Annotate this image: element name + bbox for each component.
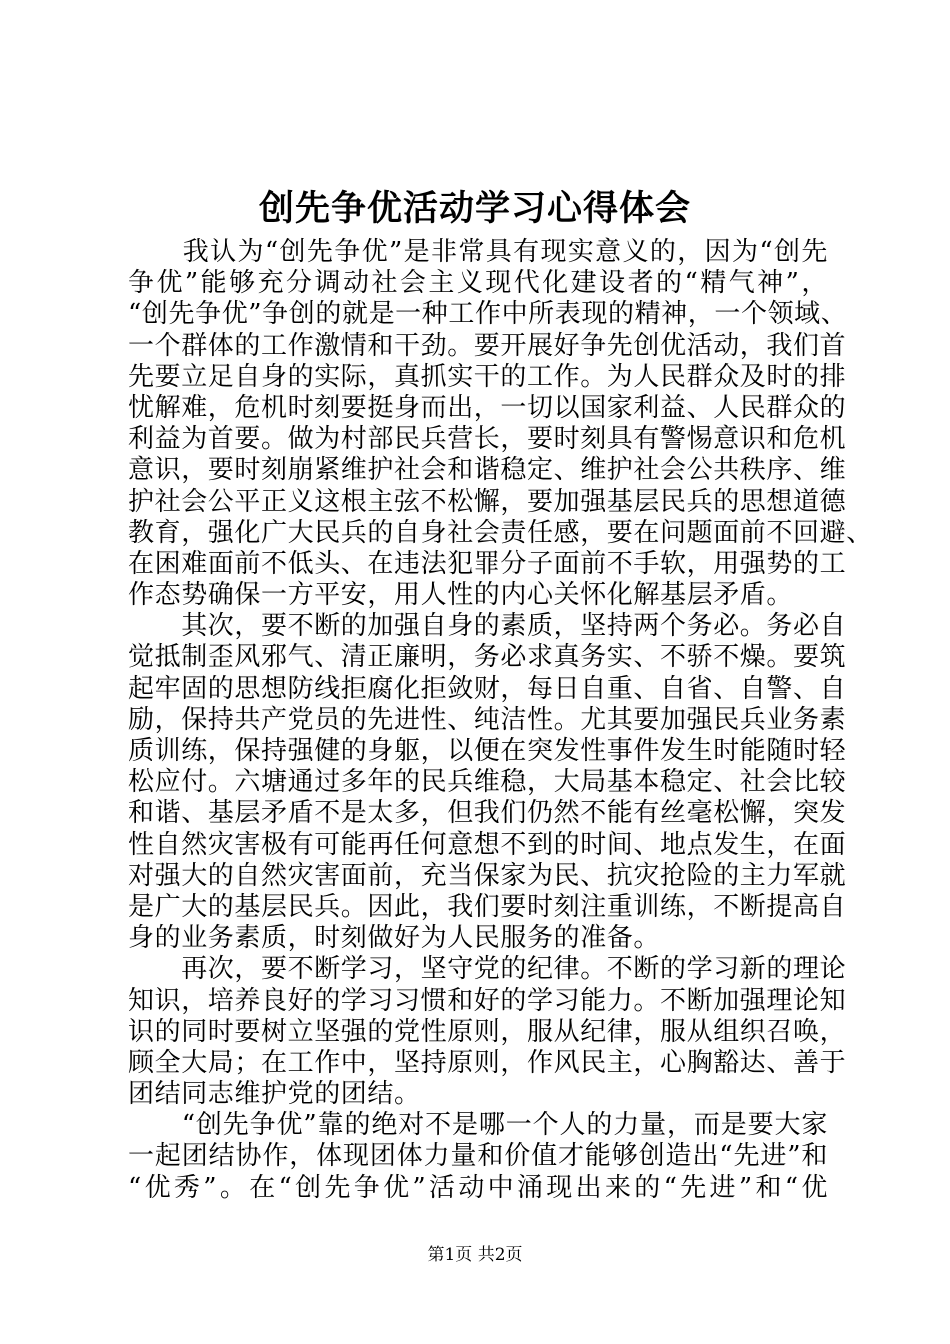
body-line: 性自然灾害极有可能再任何意想不到的时间、地点发生，在面 bbox=[128, 829, 847, 860]
body-line: 顾全大局；在工作中，坚持原则，作风民主，心胸豁达、善于 bbox=[128, 1047, 847, 1078]
body-line: 身的业务素质，时刻做好为人民服务的准备。 bbox=[128, 923, 661, 954]
page-footer: 第1页 共2页 bbox=[427, 1245, 523, 1265]
body-line: 对强大的自然灾害面前，充当保家为民、抗灾抢险的主力军就 bbox=[128, 860, 847, 891]
document-body bbox=[128, 237, 873, 1204]
body-line: 一个群体的工作激情和干劲。要开展好争先创优活动，我们首 bbox=[128, 330, 847, 361]
body-line: 其次，要不断的加强自身的素质，坚持两个务必。务必自 bbox=[128, 611, 847, 642]
body-line: 是广大的基层民兵。因此，我们要时刻注重训练，不断提高自 bbox=[128, 891, 847, 922]
body-line: 忧解难，危机时刻要挺身而出，一切以国家利益、人民群众的 bbox=[128, 392, 847, 423]
body-line: 意识，要时刻崩紧维护社会和谐稳定、维护社会公共秩序、维 bbox=[128, 455, 847, 486]
body-line: 先要立足自身的实际，真抓实干的工作。为人民群众及时的排 bbox=[128, 361, 847, 392]
body-line: 作态势确保一方平安，用人性的内心关怀化解基层矛盾。 bbox=[128, 580, 794, 611]
body-line: 护社会公平正义这根主弦不松懈，要加强基层民兵的思想道德 bbox=[128, 486, 847, 517]
body-line: “创先争优”争创的就是一种工作中所表现的精神，一个领域、 bbox=[128, 299, 848, 330]
body-line: 松应付。六塘通过多年的民兵维稳，大局基本稳定、社会比较 bbox=[128, 767, 847, 798]
body-line: 觉抵制歪风邪气、清正廉明，务必求真务实、不骄不燥。要筑 bbox=[128, 642, 847, 673]
body-line: 和谐、基层矛盾不是太多，但我们仍然不能有丝毫松懈，突发 bbox=[128, 798, 847, 829]
body-line: 一起团结协作，体现团体力量和价值才能够创造出“先进”和 bbox=[128, 1141, 828, 1172]
body-line: 团结同志维护党的团结。 bbox=[128, 1079, 421, 1110]
body-line: 起牢固的思想防线拒腐化拒敛财，每日自重、自省、自警、自 bbox=[128, 673, 847, 704]
document-title: 创先争优活动学习心得体会 bbox=[258, 188, 691, 229]
body-line: 知识，培养良好的学习习惯和好的学习能力。不断加强理论知 bbox=[128, 985, 847, 1016]
body-line: 质训练，保持强健的身躯，以便在突发性事件发生时能随时轻 bbox=[128, 736, 847, 766]
body-line: 争优”能够充分调动社会主义现代化建设者的“精气神”， bbox=[128, 268, 828, 299]
body-line: “创先争优”靠的绝对不是哪一个人的力量，而是要大家 bbox=[128, 1110, 828, 1141]
body-line: 励，保持共产党员的先进性、纯洁性。尤其要加强民兵业务素 bbox=[128, 704, 847, 735]
body-line: 利益为首要。做为村部民兵营长，要时刻具有警惕意识和危机 bbox=[128, 424, 847, 455]
body-line: 教育，强化广大民兵的自身社会责任感，要在问题面前不回避、 bbox=[128, 517, 873, 548]
body-line: 我认为“创先争优”是非常具有现实意义的，因为“创先 bbox=[128, 237, 828, 267]
body-line: 识的同时要树立坚强的党性原则，服从纪律，服从组织召唤， bbox=[128, 1016, 847, 1047]
body-line: 在困难面前不低头、在违法犯罪分子面前不手软，用强势的工 bbox=[128, 548, 847, 579]
body-line: 再次，要不断学习，坚守党的纪律。不断的学习新的理论 bbox=[128, 954, 847, 985]
body-line: “优秀”。在“创先争优”活动中涌现出来的“先进”和“优 bbox=[128, 1172, 828, 1203]
